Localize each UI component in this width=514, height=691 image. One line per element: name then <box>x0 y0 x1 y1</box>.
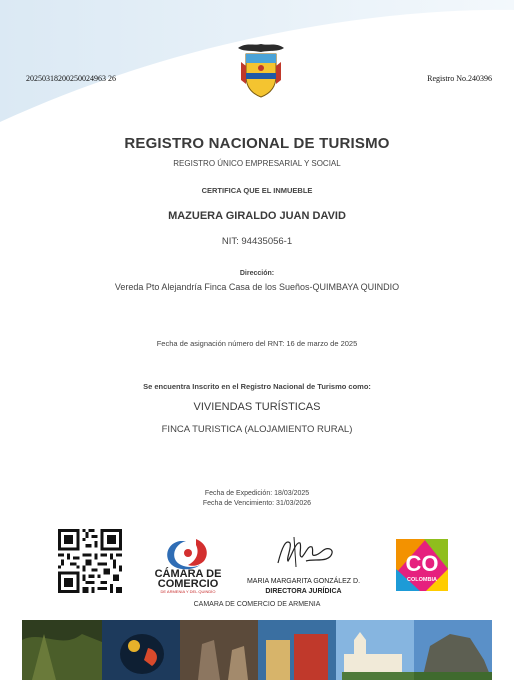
tourism-category: VIVIENDAS TURÍSTICAS <box>193 401 321 413</box>
inscribed-as-label: Se encuentra Inscrito en el Registro Nacional de Turismo como: <box>143 382 371 391</box>
issue-date: Fecha de Expedición: 18/03/2025 <box>204 490 310 497</box>
tourism-photo-banner <box>22 620 492 680</box>
signer-role: DIRECTORA JURÍDICA <box>265 588 342 595</box>
certificate-title: REGISTRO NACIONAL DE TURISMO <box>124 135 390 152</box>
assignment-date: Fecha de asignación número del RNT: 16 de marzo de 2025 <box>156 339 358 348</box>
signature-icon <box>272 533 342 571</box>
address-value: Vereda Pto Alejandría Finca Casa de los Sueños-QUIMBAYA QUINDIO <box>114 282 400 292</box>
colombia-coat-of-arms-icon <box>236 40 286 98</box>
svg-text:CO: CO <box>405 551 439 576</box>
camara-logo-name: CÁMARA DE COMERCIO <box>154 568 222 590</box>
nit-number: NIT: 94435056-1 <box>221 236 293 247</box>
tourism-subcategory: FINCA TURISTICA (ALOJAMIENTO RURAL) <box>161 424 353 435</box>
certificate-subtitle: REGISTRO ÚNICO EMPRESARIAL Y SOCIAL <box>173 159 341 168</box>
address-label: Dirección: <box>239 270 275 277</box>
camara-logo-subtitle: DE ARMENIA Y DEL QUINDÍO <box>160 589 216 594</box>
certifies-statement: CERTIFICA QUE EL INMUEBLE <box>201 186 313 195</box>
owner-name: MAZUERA GIRALDO JUAN DAVID <box>168 210 346 222</box>
colombia-brand-word: COLOMBIA <box>407 577 437 583</box>
expiry-date: Fecha de Vencimiento: 31/03/2026 <box>202 500 312 507</box>
registration-number: Registro No.240396 <box>427 74 492 83</box>
document-id: 20250318200250024963 26 <box>26 74 116 83</box>
issuer-name: CAMARA DE COMERCIO DE ARMENIA <box>193 601 321 608</box>
colombia-co-brand-icon <box>396 539 448 591</box>
signer-name: MARIA MARGARITA GONZÁLEZ D. <box>246 578 361 585</box>
